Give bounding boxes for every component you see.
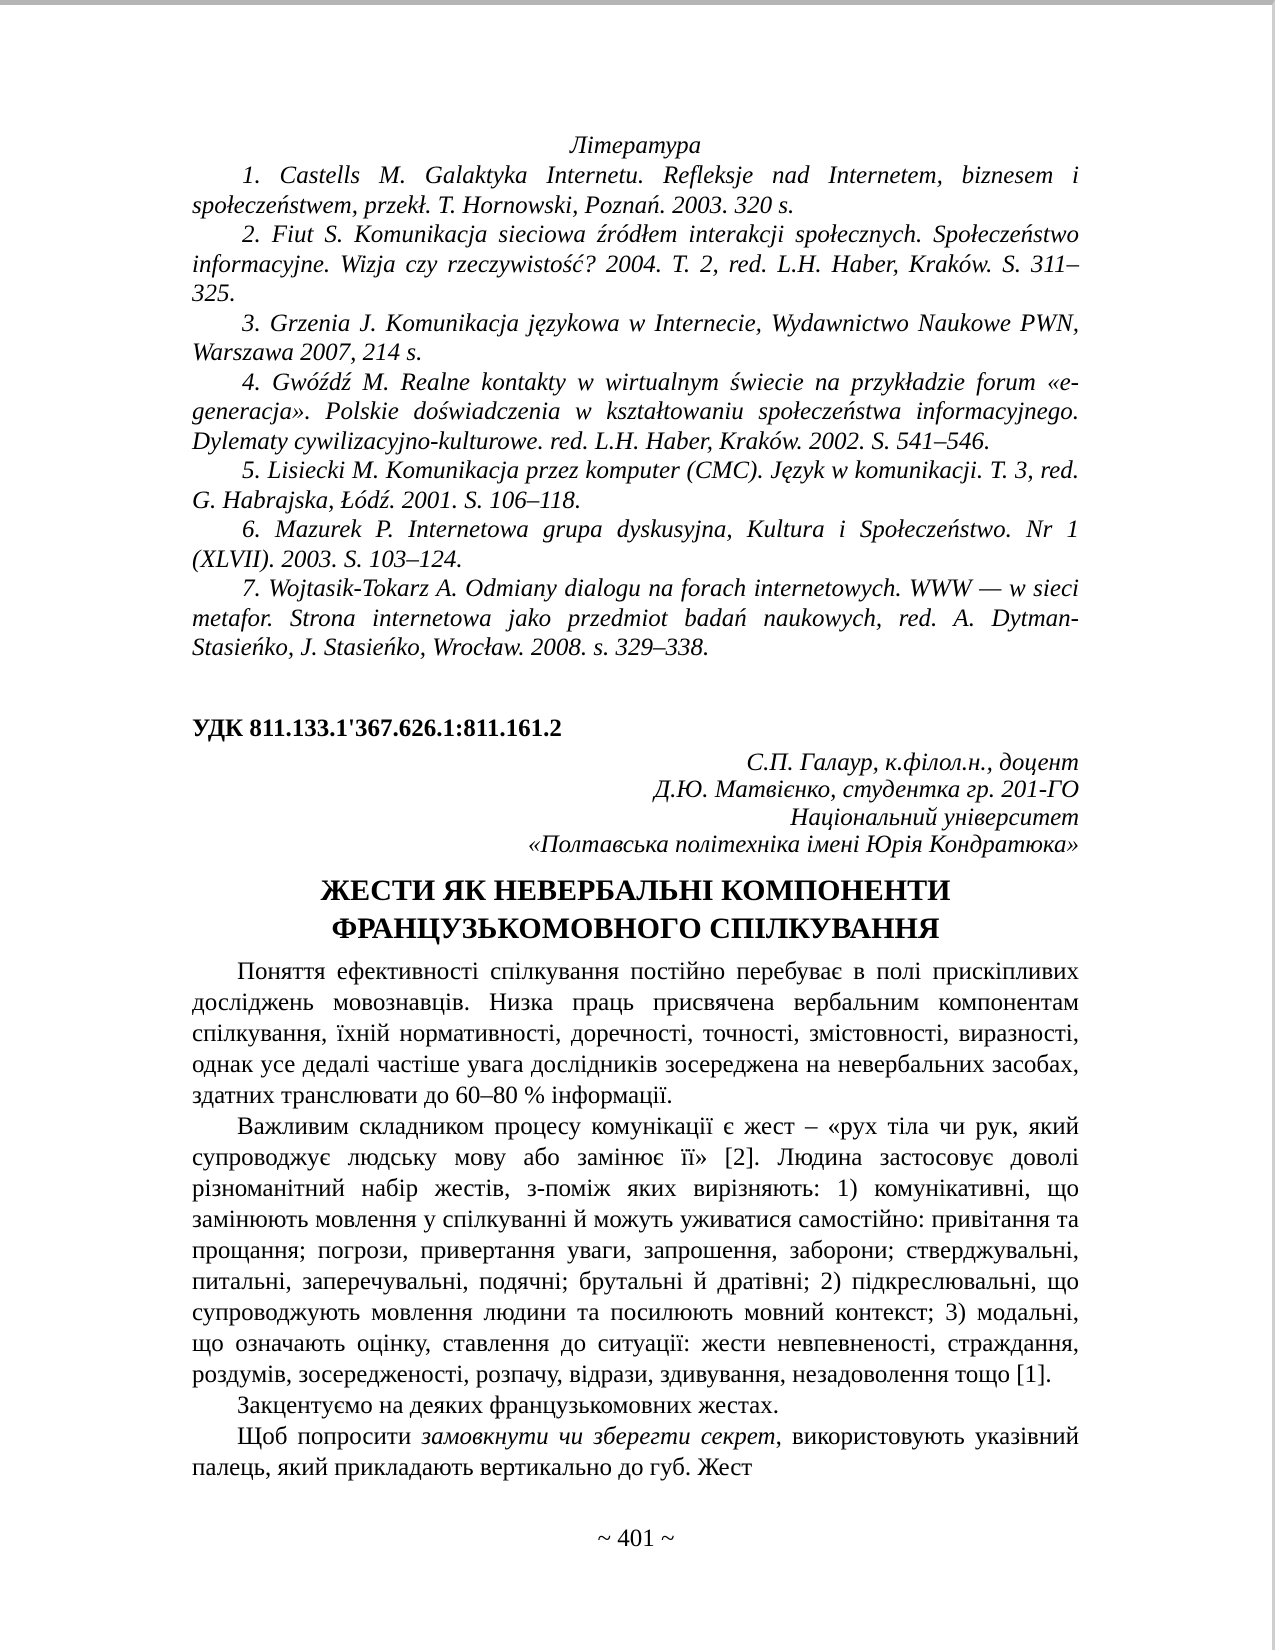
paragraph-4 (192, 1421, 1079, 1483)
page-number: ~ 401 ~ (597, 1525, 675, 1552)
affiliation-line-2: «Полтавська політехніка імені Юрія Кондратюка» (528, 831, 1079, 858)
bibliography-heading: Література (569, 132, 702, 159)
paragraph-4-italic-phrase: замовкнути чи зберегти секрет (421, 1422, 776, 1450)
bibliography-entry-6: 6. Mazurek P. Internetowa grupa dyskusyjna, Kultura i Społeczeństwo. Nr 1 (XLVII). 2003. S. 103–124. (192, 516, 1079, 573)
article-title-line-2: ФРАНЦУЗЬКОМОВНОГО СПІЛКУВАННЯ (331, 911, 940, 945)
article-title (192, 872, 1079, 948)
bibliography-entry-4: 4. Gwóźdź M. Realne kontakty w wirtualnym świecie na przykładzie forum «e-generacja». Polskie doświadczenia w kształtowaniu społeczeństwa informacyjnego. Dylematy cywilizacyjno-kulturowe. red. L.H. Haber, Kraków. 2002. S. 541–546. (192, 368, 1079, 455)
article-title-line-1: ЖЕСТИ ЯК НЕВЕРБАЛЬНІ КОМПОНЕНТИ (320, 873, 951, 907)
bibliography-entry-3: 3. Grzenia J. Komunikacja językowa w Internecie, Wydawnictwo Naukowe PWN, Warszawa 2007, 214 s. (192, 309, 1079, 366)
bibliography-entry-5: 5. Lisiecki M. Komunikacja przez komputer (CMC). Język w komunikacji. T. 3, red. G. Habrajska, Łódź. 2001. S. 106–118. (192, 457, 1079, 514)
paragraph-3: Закцентуємо на деяких французькомовних жестах. (237, 1391, 780, 1419)
bibliography-entry-2: 2. Fiut S. Komunikacja sieciowa źródłem interakcji społecznych. Społeczeństwo informacyjne. Wizja czy rzeczywistość? 2004. T. 2, red. L.H. Haber, Kraków. S. 311–325. (192, 221, 1079, 307)
author-line-2: Д.Ю. Матвієнко, студентка гр. 201-ГО (654, 776, 1079, 803)
paragraph-4-tail: , використовують указівний палець, який прикладають вертикально до губ. Жест (192, 1422, 1079, 1481)
udc-code: УДК 811.133.1'367.626.1:811.161.2 (192, 714, 562, 742)
authors-block (192, 749, 1079, 859)
affiliation-line-1: Національний університет (790, 803, 1079, 831)
paragraph-1: Поняття ефективності спілкування постійно перебуває в полі прискіпливих досліджень мовознавців. Низка праць присвячена вербальним компонентам спілкування, їхній нормативності, доречності, точності, змістовності, виразності, однак усе дедалі частіше увага дослідників зосереджена на невербальних засобах, здатних транслювати до 60–80 % інформації. (192, 957, 1079, 1109)
bibliography-entry-7: 7. Wojtasik-Tokarz A. Odmiany dialogu na forach internetowych. WWW — w sieci metafor. Strona internetowa jako przedmiot badań naukowych, red. A. Dytman-Stasieńko, J. Stasieńko, Wrocław. 2008. s. 329–338. (192, 575, 1079, 661)
author-line-1: С.П. Галаур, к.філол.н., доцент (746, 748, 1079, 776)
paragraph-2: Важливим складником процесу комунікації є жест – «рух тіла чи рук, який супроводжує людську мову або замінює її» [2]. Людина застосовує доволі різноманітний набір жестів, з-поміж яких вирізняють: 1) комунікативні, що замінюють мовлення у спілкуванні й можуть уживатися самостійно: привітання та прощання; погрози, привертання уваги, запрошення, заборони; стверджувальні, питальні, заперечувальні, подячні; брутальні й дратівні; 2) підкреслювальні, що супроводжують мовлення людини та посилюють мовний контекст; 3) модальні, що означають оцінку, ставлення до ситуації: жести невпевненості, страждання, роздумів, зосередженості, розпачу, відрази, здивування, незадоволення тощо [1]. (192, 1112, 1079, 1388)
bibliography-entry-1: 1. Castells M. Galaktyka Internetu. Refleksje nad Internetem, biznesem i społeczeństwem, przekł. T. Hornowski, Poznań. 2003. 320 s. (192, 162, 1079, 219)
paragraph-4-lead: Щоб попросити (237, 1422, 422, 1450)
